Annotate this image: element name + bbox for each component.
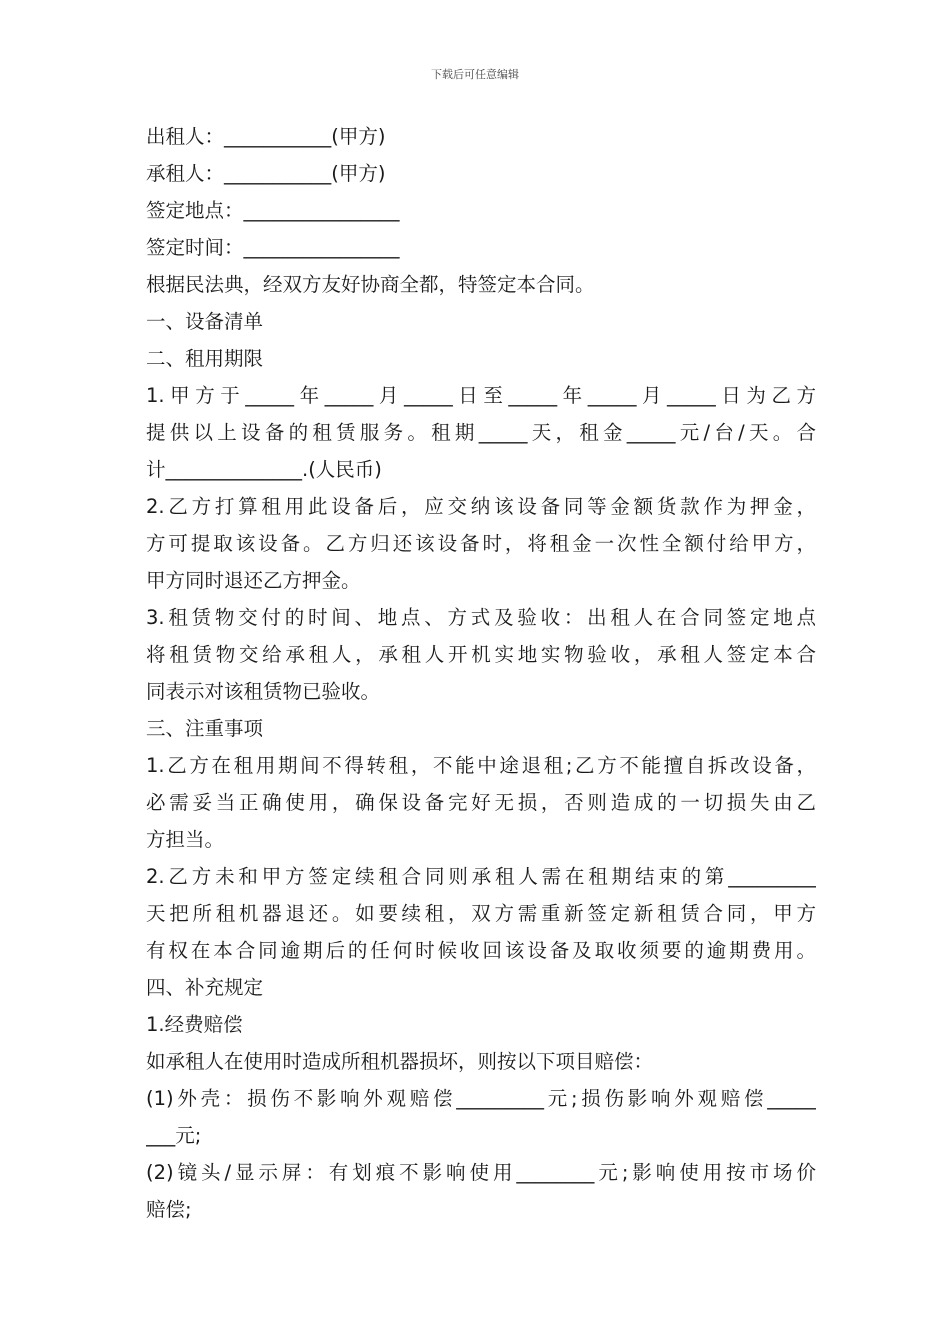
contract-line: 四、补充规定 bbox=[146, 976, 264, 999]
contract-line: 计______________.(人民币) bbox=[146, 458, 382, 481]
contract-line: 如承租人在使用时造成所租机器损坏，则按以下项目赔偿： bbox=[146, 1050, 654, 1073]
contract-line: 2.乙方打算租用此设备后，应交纳该设备同等金额货款作为押金， bbox=[146, 495, 816, 518]
contract-line: ___元; bbox=[146, 1124, 202, 1147]
contract-line: 将租赁物交给承租人，承租人开机实地实物验收，承租人签定本合 bbox=[146, 643, 816, 666]
contract-line: 签定地点：________________ bbox=[146, 199, 400, 222]
contract-line: 同表示对该租赁物已验收。 bbox=[146, 680, 381, 703]
contract-line: (1)外壳：损伤不影响外观赔偿_________元;损伤影响外观赔偿_____ bbox=[146, 1087, 816, 1110]
contract-line: (2)镜头/显示屏：有划痕不影响使用________元;影响使用按市场价 bbox=[146, 1161, 816, 1184]
contract-line: 根据民法典，经双方友好协商全都，特签定本合同。 bbox=[146, 273, 595, 296]
contract-line: 承租人：___________(甲方) bbox=[146, 162, 386, 185]
contract-line: 必需妥当正确使用，确保设备完好无损，否则造成的一切损失由乙 bbox=[146, 791, 816, 814]
header-note: 下载后可任意编辑 bbox=[431, 68, 519, 81]
contract-line: 三、注重事项 bbox=[146, 717, 264, 740]
contract-body bbox=[146, 118, 816, 1228]
contract-line: 3.租赁物交付的时间、地点、方式及验收：出租人在合同签定地点 bbox=[146, 606, 816, 629]
contract-line: 出租人：___________(甲方) bbox=[146, 125, 386, 148]
contract-line: 赔偿; bbox=[146, 1198, 192, 1221]
contract-line: 1.经费赔偿 bbox=[146, 1013, 243, 1036]
contract-line: 二、租用期限 bbox=[146, 347, 264, 370]
contract-line: 1.乙方在租用期间不得转租，不能中途退租;乙方不能擅自拆改设备， bbox=[146, 754, 816, 777]
contract-line: 方可提取该设备。乙方归还该设备时，将租金一次性全额付给甲方， bbox=[146, 532, 816, 555]
contract-line: 提供以上设备的租赁服务。租期_____天，租金_____元/台/天。合 bbox=[146, 421, 816, 444]
contract-line: 天把所租机器退还。如要续租，双方需重新签定新租赁合同，甲方 bbox=[146, 902, 816, 925]
contract-line: 一、设备清单 bbox=[146, 310, 264, 333]
contract-line: 方担当。 bbox=[146, 828, 225, 851]
contract-line: 甲方同时退还乙方押金。 bbox=[146, 569, 361, 592]
contract-line: 有权在本合同逾期后的任何时候收回该设备及取收须要的逾期费用。 bbox=[146, 939, 816, 962]
contract-line: 2.乙方未和甲方签定续租合同则承租人需在租期结束的第_________ bbox=[146, 865, 816, 888]
contract-line: 签定时间：________________ bbox=[146, 236, 400, 259]
contract-line: 1.甲方于_____年_____月_____日至_____年_____月_____日为乙方 bbox=[146, 384, 816, 407]
